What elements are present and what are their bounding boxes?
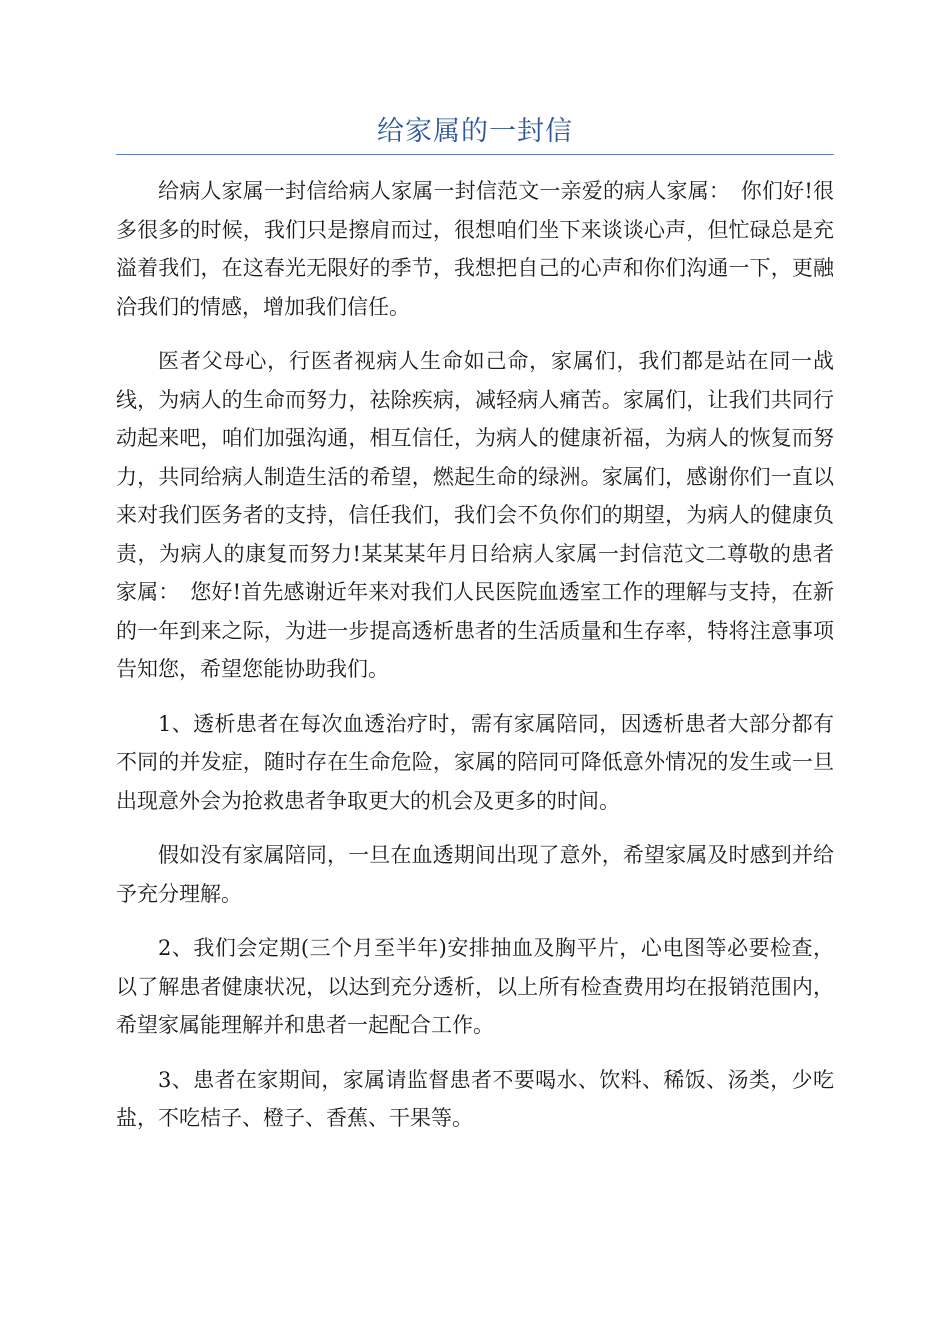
paragraph: 医者父母心，行医者视病人生命如己命，家属们，我们都是站在同一战线，为病人的生命而努力，祛除疾病，减轻病人痛苦。家属们，让我们共同行动起来吧，咱们加强沟通，相互信任，为病人的健康祈福，为病人的恢复而努力，共同给病人制造生活的希望，燃起生命的绿洲。家属们，感谢你们一直以来对我们医务者的支持，信任我们，我们会不负你们的期望，为病人的健康负责，为病人的康复而努力!某某某年月日给病人家属一封信范文二尊敬的患者家属： 您好!首先感谢近年来对我们人民医院血透室工作的理解与支持，在新的一年到来之际，为进一步提高透析患者的生活质量和生存率，特将注意事项告知您，希望您能协助我们。 [116,349,834,681]
document-body [116,172,834,1154]
paragraph: 给病人家属一封信给病人家属一封信范文一亲爱的病人家属： 你们好!很多很多的时候，我们只是擦肩而过，很想咱们坐下来谈谈心声，但忙碌总是充溢着我们，在这春光无限好的季节，我想把自己的心声和你们沟通一下，更融洽我们的情感，增加我们信任。 [116,179,834,319]
title-underline [116,154,834,155]
document-title: 给家属的一封信 [377,116,573,147]
paragraph: 1、透析患者在每次血透治疗时，需有家属陪同，因透析患者大部分都有不同的并发症，随时存在生命危险，家属的陪同可降低意外情况的发生或一旦出现意外会为抢救患者争取更大的机会及更多的时间。 [116,711,834,813]
paragraph: 假如没有家属陪同，一旦在血透期间出现了意外，希望家属及时感到并给予充分理解。 [116,843,834,906]
paragraph: 3、患者在家期间，家属请监督患者不要喝水、饮料、稀饭、汤类，少吃盐，不吃桔子、橙子、香蕉、干果等。 [116,1067,834,1130]
paragraph: 2、我们会定期(三个月至半年)安排抽血及胸平片，心电图等必要检查，以了解患者健康状况，以达到充分透析，以上所有检查费用均在报销范围内，希望家属能理解并和患者一起配合工作。 [116,936,834,1037]
